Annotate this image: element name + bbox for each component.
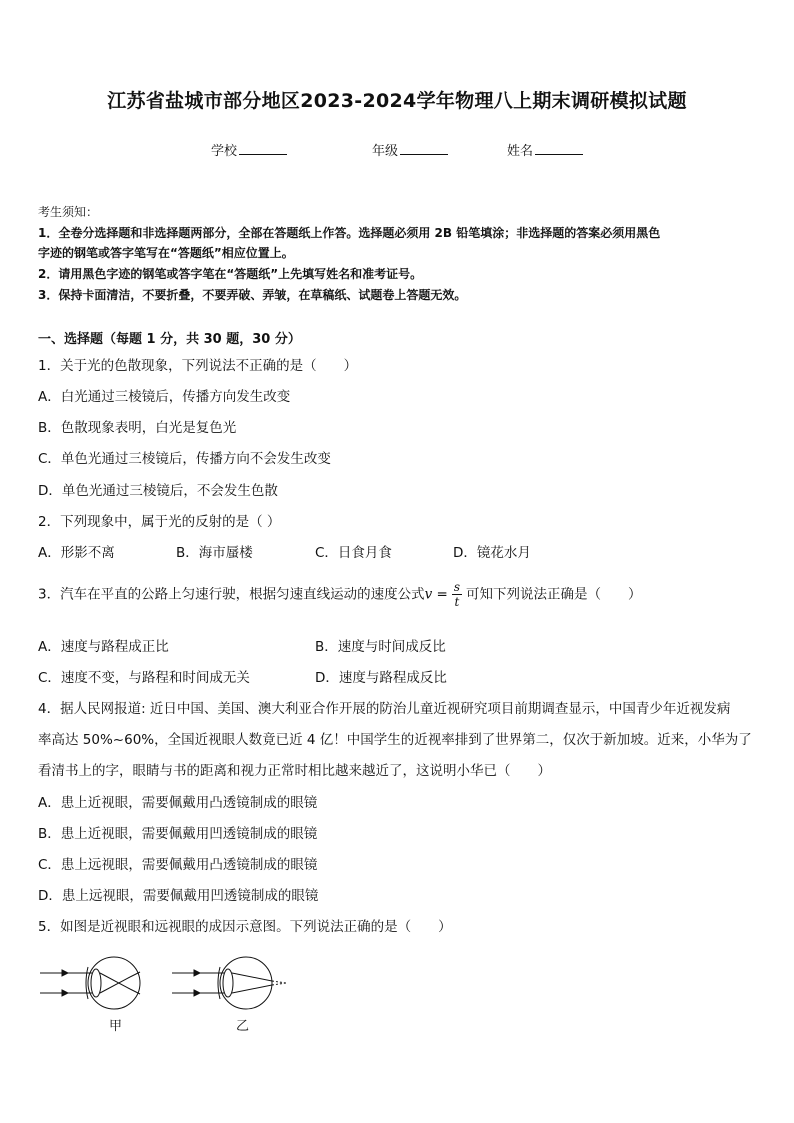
question-1-option-a: A．白光通过三棱镜后，传播方向发生改变 [38, 389, 291, 405]
grade-field [372, 140, 448, 159]
hyperopia-eye-diagram [172, 955, 292, 1013]
formula-equals: = [436, 586, 448, 603]
light-ray [232, 985, 272, 993]
arrow-head [62, 970, 68, 976]
question-5-stem: 5．如图是近视眼和远视眼的成因示意图。下列说法正确的是（ ） [38, 919, 452, 935]
name-field [507, 140, 583, 159]
extended-ray [272, 981, 286, 983]
notice-item: 字迹的钢笔或答字笔写在“答题纸”相应位置上。 [38, 246, 294, 260]
school-field [211, 140, 287, 159]
question-3-option-c: C．速度不变，与路程和时间成无关 [38, 670, 250, 686]
question-3-option-b: B．速度与时间成反比 [315, 639, 446, 655]
question-2-stem: 2．下列现象中，属于光的反射的是（ ） [38, 514, 281, 530]
question-1-stem: 1．关于光的色散现象，下列说法不正确的是（ ） [38, 358, 358, 374]
light-ray [100, 973, 130, 989]
question-2-option-a: A．形影不离 [38, 545, 115, 561]
question-4-stem-line: 4．据人民网报道: 近日中国、美国、澳大利亚合作开展的防治儿童近视研究项目前期调查显示，中国青少年近视发病 [38, 701, 731, 717]
notice-item: 2．请用黑色字迹的钢笔或答字笔在“答题纸”上先填写姓名和准考证号。 [38, 267, 423, 281]
notice-item: 1．全卷分选择题和非选择题两部分，全部在答题纸上作答。选择题必须用 2B 铅笔填涂；非选择题的答案必须用黑色 [38, 226, 661, 240]
arrow-head [62, 990, 68, 996]
question-4-option-d: D．患上远视眼，需要佩戴用凹透镜制成的眼镜 [38, 888, 319, 904]
question-4-stem-line: 率高达 50%~60%，全国近视眼人数竟已近 4 亿！中国学生的近视率排到了世界第二，仅次于新加坡。近来，小华为了 [38, 732, 752, 748]
question-2-option-b: B．海市蜃楼 [176, 545, 253, 561]
light-ray [100, 977, 130, 993]
question-4-stem-line: 看清书上的字，眼睛与书的距离和视力正常时相比越来越近了，这说明小华已（ ） [38, 763, 551, 779]
question-3-stem-after: 可知下列说法正确是（ ） [466, 586, 642, 603]
grade-blank [400, 142, 448, 155]
question-4-option-b: B．患上近视眼，需要佩戴用凹透镜制成的眼镜 [38, 826, 318, 842]
question-4-option-a: A．患上近视眼，需要佩戴用凸透镜制成的眼镜 [38, 795, 318, 811]
school-blank [239, 142, 287, 155]
question-3-stem-before: 3．汽车在平直的公路上匀速行驶，根据匀速直线运动的速度公式 [38, 586, 425, 603]
question-1-option-b: B．色散现象表明，白光是复色光 [38, 420, 237, 436]
question-3-option-d: D．速度与路程成反比 [315, 670, 447, 686]
notice-item: 3．保持卡面清洁，不要折叠，不要弄破、弄皱，在草稿纸、试题卷上答题无效。 [38, 288, 467, 302]
formula-velocity: v [424, 586, 433, 603]
question-2-option-c: C．日食月食 [315, 545, 392, 561]
eye-lens [223, 969, 233, 997]
light-ray [232, 973, 272, 981]
page-title: 江苏省盐城市部分地区2023-2024学年物理八上期末调研模拟试题 [107, 90, 687, 112]
section-heading: 一、选择题（每题 1 分，共 30 题，30 分） [38, 332, 301, 347]
formula-denominator: t [454, 595, 460, 609]
question-2-option-d: D．镜花水月 [453, 545, 531, 561]
myopia-eye-diagram [40, 955, 150, 1013]
grade-label: 年级 [372, 144, 399, 159]
eye-lens [91, 969, 101, 997]
question-4-option-c: C．患上远视眼，需要佩戴用凸透镜制成的眼镜 [38, 857, 318, 873]
question-3-stem [38, 580, 642, 609]
formula-fraction [452, 580, 462, 609]
name-blank [535, 142, 583, 155]
question-3-option-a: A．速度与路程成正比 [38, 639, 169, 655]
formula-numerator: s [453, 580, 461, 594]
notice-heading: 考生须知： [38, 205, 99, 219]
question-1-option-d: D．单色光通过三棱镜后，不会发生色散 [38, 483, 278, 499]
question-1-option-c: C．单色光通过三棱镜后，传播方向不会发生改变 [38, 451, 331, 467]
extended-ray [272, 983, 286, 985]
eyeball-outline [88, 957, 140, 1009]
arrow-head [194, 990, 200, 996]
figure-label-jia: 甲 [109, 1019, 123, 1034]
eyeball-outline [220, 957, 272, 1009]
school-label: 学校 [211, 144, 238, 159]
name-label: 姓名 [507, 144, 534, 159]
arrow-head [194, 970, 200, 976]
figure-label-yi: 乙 [236, 1019, 250, 1034]
